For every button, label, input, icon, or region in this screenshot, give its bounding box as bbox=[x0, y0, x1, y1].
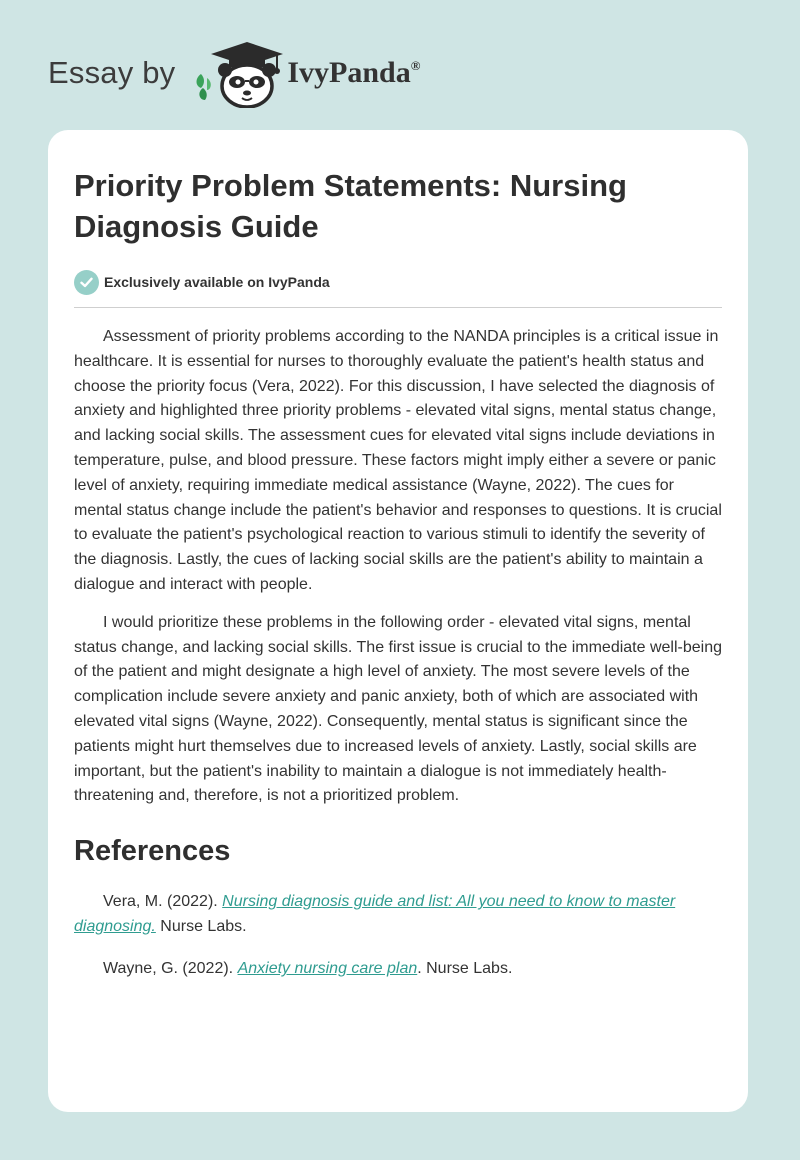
reference-prefix: Vera, M. (2022). bbox=[103, 893, 223, 911]
body-paragraph: I would prioritize these problems in the following order - elevated vital signs, mental status change, and lacking social skills. The first issue is crucial to the immediate well-being of the patient and might designate a high level of anxiety. The most severe levels of the complication include severe anxiety and panic anxiety, both of which are associated with elevated vital signs (Wayne, 2022). Consequently, mental status is significant since the patients might hurt themselves due to increased levels of anxiety. Lastly, social skills are important, but the patient's inability to maintain a dialogue is not immediately health-threatening and, therefore, is not a prioritized problem. bbox=[74, 613, 722, 805]
references-heading: References bbox=[74, 835, 231, 868]
reference-suffix: . Nurse Labs. bbox=[417, 960, 513, 978]
registered-mark: ® bbox=[410, 58, 421, 73]
divider bbox=[74, 307, 722, 308]
check-circle-icon bbox=[74, 270, 99, 295]
brand-name bbox=[287, 56, 420, 90]
page-title: Priority Problem Statements: Nursing Diagnosis Guide bbox=[74, 168, 627, 244]
panda-graduate-icon bbox=[191, 38, 283, 108]
brand-prefix: Essay by bbox=[48, 55, 176, 90]
reference-prefix: Wayne, G. (2022). bbox=[103, 960, 238, 978]
reference-link[interactable]: Nursing diagnosis guide and list: All you need to know to master diagnosing. bbox=[74, 893, 676, 936]
reference-item bbox=[74, 889, 722, 939]
reference-suffix: Nurse Labs. bbox=[155, 918, 247, 936]
badge-text: Exclusively available on IvyPanda bbox=[104, 274, 330, 290]
reference-link[interactable]: Anxiety nursing care plan bbox=[237, 960, 418, 978]
essay-card bbox=[48, 130, 748, 1112]
brand-header bbox=[48, 38, 420, 108]
body-paragraph: Assessment of priority problems according to the NANDA principles is a critical issue in healthcare. It is essential for nurses to thoroughly evaluate the patient's health status and choose the priority focus (Vera, 2022). For this discussion, I have selected the diagnosis of anxiety and highlighted three priority problems - elevated vital signs, mental status change, and lacking social skills. The assessment cues for elevated vital signs include deviations in temperature, pulse, and blood pressure. These factors might imply either a severe or panic level of anxiety, requiring immediate medical assistance (Wayne, 2022). The cues for mental status change include the patient's behavior and responses to questions. It is crucial to evaluate the patient's psychological reaction to various stimuli to identify the severity of the diagnosis. Lastly, the cues of lacking social skills are the patient's ability to maintain a dialogue and interact with people. bbox=[74, 328, 722, 593]
exclusive-badge bbox=[74, 269, 722, 295]
reference-item bbox=[74, 956, 722, 981]
brand-name-text: IvyPanda bbox=[287, 56, 411, 89]
essay-content bbox=[74, 165, 722, 981]
